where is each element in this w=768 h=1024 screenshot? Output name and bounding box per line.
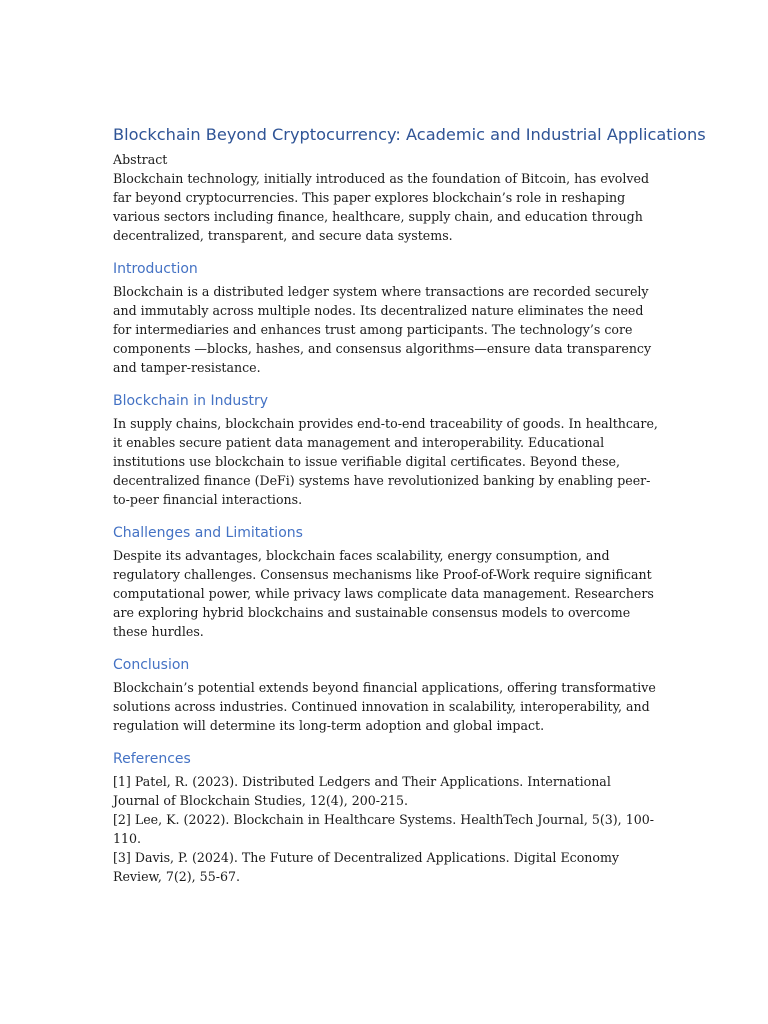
section-challenges — [113, 523, 661, 641]
abstract-label: Abstract — [113, 152, 168, 167]
abstract-text: Blockchain technology, initially introduced as the foundation of Bitcoin, has evolved far beyond cryptocurrencies. This paper explores blockchain’s role in reshaping various sectors including finance, healthcare, supply chain, and education through decentralized, transparent, and secure data systems. — [113, 171, 650, 243]
section-text-challenges: Despite its advantages, blockchain faces scalability, energy consumption, and regulatory challenges. Consensus mechanisms like Proof-of-Work require significant computational power, while privacy laws complicate data management. Researchers are exploring hybrid blockchains and sustainable consensus models to overcome these hurdles. — [113, 548, 654, 639]
document-page — [113, 124, 706, 886]
reference-item-2: [2] Lee, K. (2022). Blockchain in Healthcare Systems. HealthTech Journal, 5(3), 100-110. — [113, 812, 654, 846]
section-heading-industry: Blockchain in Industry — [113, 393, 269, 409]
section-heading-references: References — [113, 751, 191, 767]
section-conclusion — [113, 655, 661, 735]
document-title: Blockchain Beyond Cryptocurrency: Academic and Industrial Applications — [113, 125, 706, 144]
section-heading-conclusion: Conclusion — [113, 657, 190, 673]
section-introduction — [113, 259, 661, 377]
section-text-introduction: Blockchain is a distributed ledger system where transactions are recorded securely and immutably across multiple nodes. Its decentralized nature eliminates the need for intermediaries and enhances trust among participants. The technology’s core components —blocks, hashes, and consensus algorithms—ensure data transparency and tamper-resistance. — [113, 284, 652, 375]
section-text-industry: In supply chains, blockchain provides end-to-end traceability of goods. In healthcare, it enables secure patient data management and interoperability. Educational institutions use blockchain to issue verifiable digital certificates. Beyond these, decentralized finance (DeFi) systems have revolutionized banking by enabling peer-to-peer financial interactions. — [113, 416, 658, 507]
section-industry — [113, 391, 661, 509]
section-heading-introduction: Introduction — [113, 261, 198, 277]
section-heading-challenges: Challenges and Limitations — [113, 525, 303, 541]
reference-item-1: [1] Patel, R. (2023). Distributed Ledgers and Their Applications. International Journal of Blockchain Studies, 12(4), 200-215. — [113, 774, 611, 808]
section-text-conclusion: Blockchain’s potential extends beyond financial applications, offering transformative solutions across industries. Continued innovation in scalability, interoperability, and regulation will determine its long-term adoption and global impact. — [113, 680, 656, 733]
reference-item-3: [3] Davis, P. (2024). The Future of Decentralized Applications. Digital Economy Review, 7(2), 55-67. — [113, 850, 620, 884]
section-references — [113, 749, 661, 886]
